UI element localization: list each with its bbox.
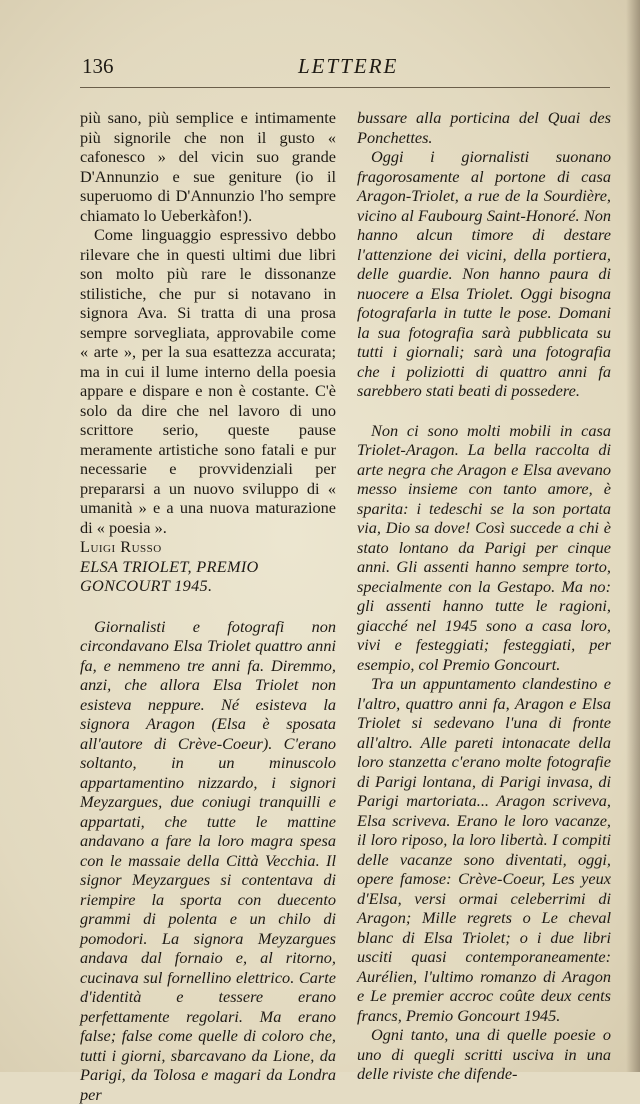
author-signature: Luigi Russo xyxy=(80,537,336,557)
running-title: LETTERE xyxy=(298,54,398,79)
right-paragraph-4: Tra un appuntamento clandestino e l'altro, quattro anni fa, Aragon e Elsa Triolet si sedevano l'una di fronte all'altro. Alle pareti intonacate della loro stanzetta c'erano molte fotografie di Parigi lontana, di Parigi invasa, di Parigi martoriata... Aragon scriveva, Elsa scriveva. Erano le loro vacanze, il loro riposo, la loro libertà. I compiti delle vacanze sono diventati, oggi, opere famose: Crève-Coeur, Les yeux d'Elsa, versi ormai celeberrimi di Aragon; Mille regrets o Le cheval blanc di Elsa Triolet; o i due libri usciti quasi contemporaneamente: Aurélien, l'ultimo romanzo di Aragon e Le premier accroc coûte deux cents francs, Premio Goncourt 1945. xyxy=(357,674,611,1025)
header-rule xyxy=(80,87,610,88)
right-paragraph-5: Ogni tanto, una di quelle poesie o uno di quegli scritti usciva in una delle riviste che difende- xyxy=(357,1025,611,1084)
page-number: 136 xyxy=(82,54,114,79)
right-paragraph-3: Non ci sono molti mobili in casa Triolet-Aragon. La bella raccolta di arte negra che Aragon e Elsa avevano messo insieme con tanto amore, è sparita: i tedeschi se la son portata via, Dio sa dove! Così succede a chi è stato lontano da Parigi per cinque anni. Gli assenti hanno sempre torto, specialmente con la Gestapo. Ma no: gli assenti hanno tutte le ragioni, giacché nel 1945 sono a casa loro, vivi e festeggiati; festeggiati, per esempio, col Premio Goncourt. xyxy=(357,421,611,675)
section-gap xyxy=(80,596,336,617)
left-paragraph-3: Giornalisti e fotografi non circondavano Elsa Triolet quattro anni fa, e nemmeno tre anni fa. Diremmo, anzi, che allora Elsa Triolet non esisteva neppure. Né esisteva la signora Aragon (Elsa è sposata all'autore di Crève-Coeur). C'erano soltanto, in un minuscolo appartamentino nizzardo, i signori Meyzargues, due coniugi tranquilli e appartati, che tutte le mattine andavano a fare la loro magra spesa con le massaie della Città Vecchia. Il signor Meyzargues si contentava di riempire la sporta con duecento grammi di polenta e un chilo di pomodori. La signora Meyzargues andava dal fornaio e, al ritorno, cucinava sul fornellino elettrico. Carte d'identità e tessere erano perfettamente regolari. Ma erano false; false come quelle di coloro che, tutti i giorni, sbarcavano da Lione, da Parigi, da Tolosa e magari da Londra per xyxy=(80,617,336,1104)
section-title: ELSA TRIOLET, PREMIO GONCOURT 1945. xyxy=(80,557,336,596)
right-paragraph-2: Oggi i giornalisti suonano fragorosamente al portone di casa Aragon-Triolet, a rue de la Sourdière, vicino al Faubourg Saint-Honoré. Non hanno alcun timore di destare l'attenzione dei vicini, della portiera, delle guardie. Non hanno paura di nuocere a Elsa Triolet. Oggi bisogna fotografarla in tutte le pose. Domani la sua fotografia sarà pubblicata su tutti i giornali; sarà una fotografia che i poliziotti di quattro anni fa sarebbero stati beati di possedere. xyxy=(357,147,611,401)
left-column xyxy=(80,108,336,1104)
left-paragraph-2: Come linguaggio espressivo debbo rilevare che in questi ultimi due libri son molto più rare le dissonanze stilistiche, che pur si notavano in signora Ava. Si tratta di una prosa sempre sorvegliata, approvabile come « arte », per la sua esattezza accurata; ma in cui il lume interno della poesia appare e dispare e non è costante. C'è solo da dire che nel lavoro di uno scrittore serio, queste pause meramente artistiche sono fatali e pur necessarie e provvidenziali per prepararsi a un nuovo sviluppo di « umanità » e a una nuova maturazione di « poesia ». xyxy=(80,225,336,537)
page-edge-shadow xyxy=(626,0,640,1072)
right-column xyxy=(357,108,611,1084)
paragraph-gap xyxy=(357,401,611,421)
left-paragraph-1: più sano, più semplice e intimamente più signorile che non il gusto « cafonesco » del vicin suo grande D'Annunzio e sue geniture (io il superuomo di D'Annunzio l'ho sempre chiamato lo Ueberkàfon!). xyxy=(80,108,336,225)
page-header xyxy=(82,52,610,82)
right-paragraph-1: bussare alla porticina del Quai des Ponchettes. xyxy=(357,108,611,147)
